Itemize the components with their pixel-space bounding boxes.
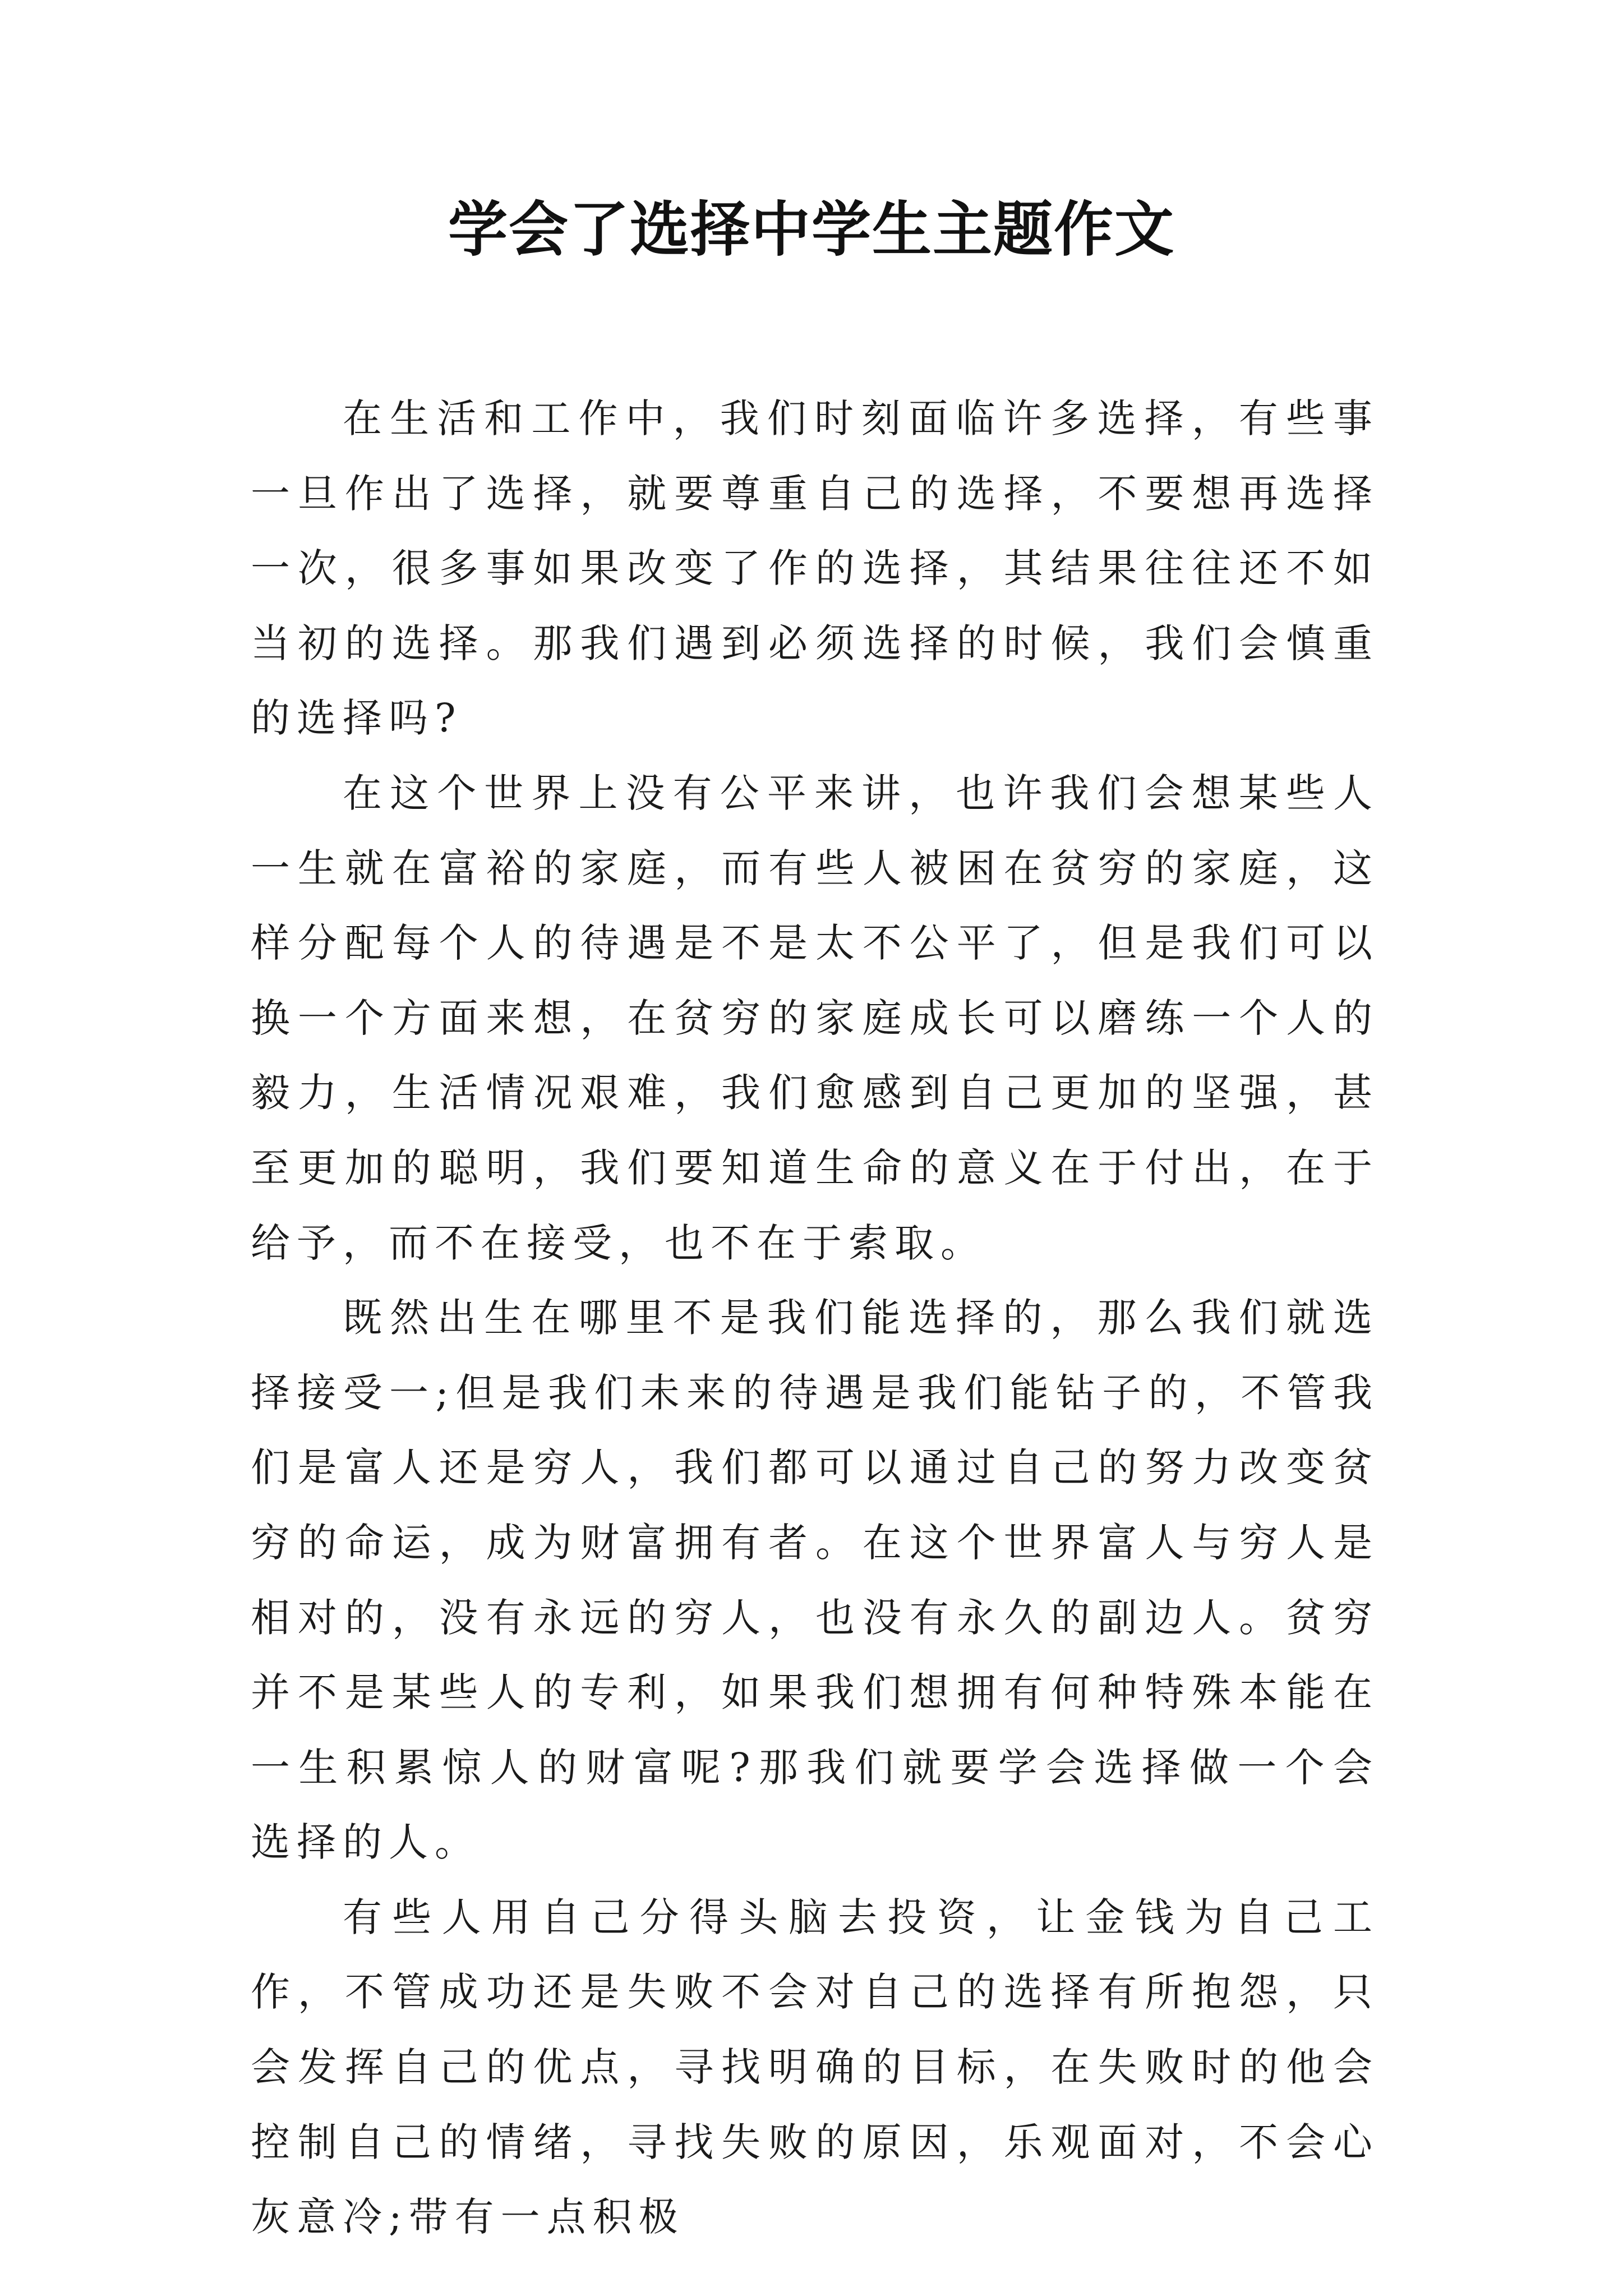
paragraph: 在这个世界上没有公平来讲，也许我们会想某些人一生就在富裕的家庭，而有些人被困在贫穷的家庭，这样分配每个人的待遇是不是太不公平了，但是我们可以换一个方面来想，在贫穷的家庭成长可以磨练一个人的毅力，生活情况艰难，我们愈感到自己更加的坚强，甚至更加的聪明，我们要知道生命的意义在于付出，在于给予，而不在接受，也不在于索取。 [251,770,1379,1266]
document-body [251,381,1379,2255]
paragraph: 在生活和工作中，我们时刻面临许多选择，有些事一旦作出了选择，就要尊重自己的选择，不要想再选择一次，很多事如果改变了作的选择，其结果往往还不如当初的选择。那我们遇到必须选择的时候，我们会慎重的选择吗? [251,395,1379,742]
paragraph: 既然出生在哪里不是我们能选择的，那么我们就选择接受一;但是我们未来的待遇是我们能钻子的，不管我们是富人还是穷人，我们都可以通过自己的努力改变贫穷的命运，成为财富拥有者。在这个世界富人与穷人是相对的，没有永远的穷人，也没有永久的副边人。贫穷并不是某些人的专利，如果我们想拥有何种特殊本能在一生积累惊人的财富呢?那我们就要学会选择做一个会选择的人。 [251,1295,1379,1866]
paragraph: 有些人用自己分得头脑去投资，让金钱为自己工作，不管成功还是失败不会对自己的选择有所抱怨，只会发挥自己的优点，寻找明确的目标，在失败时的他会控制自己的情绪，寻找失败的原因，乐观面对，不会心灰意冷;带有一点积极 [251,1894,1379,2240]
document-title: 学会了选择中学生主题作文 [448,195,1175,264]
